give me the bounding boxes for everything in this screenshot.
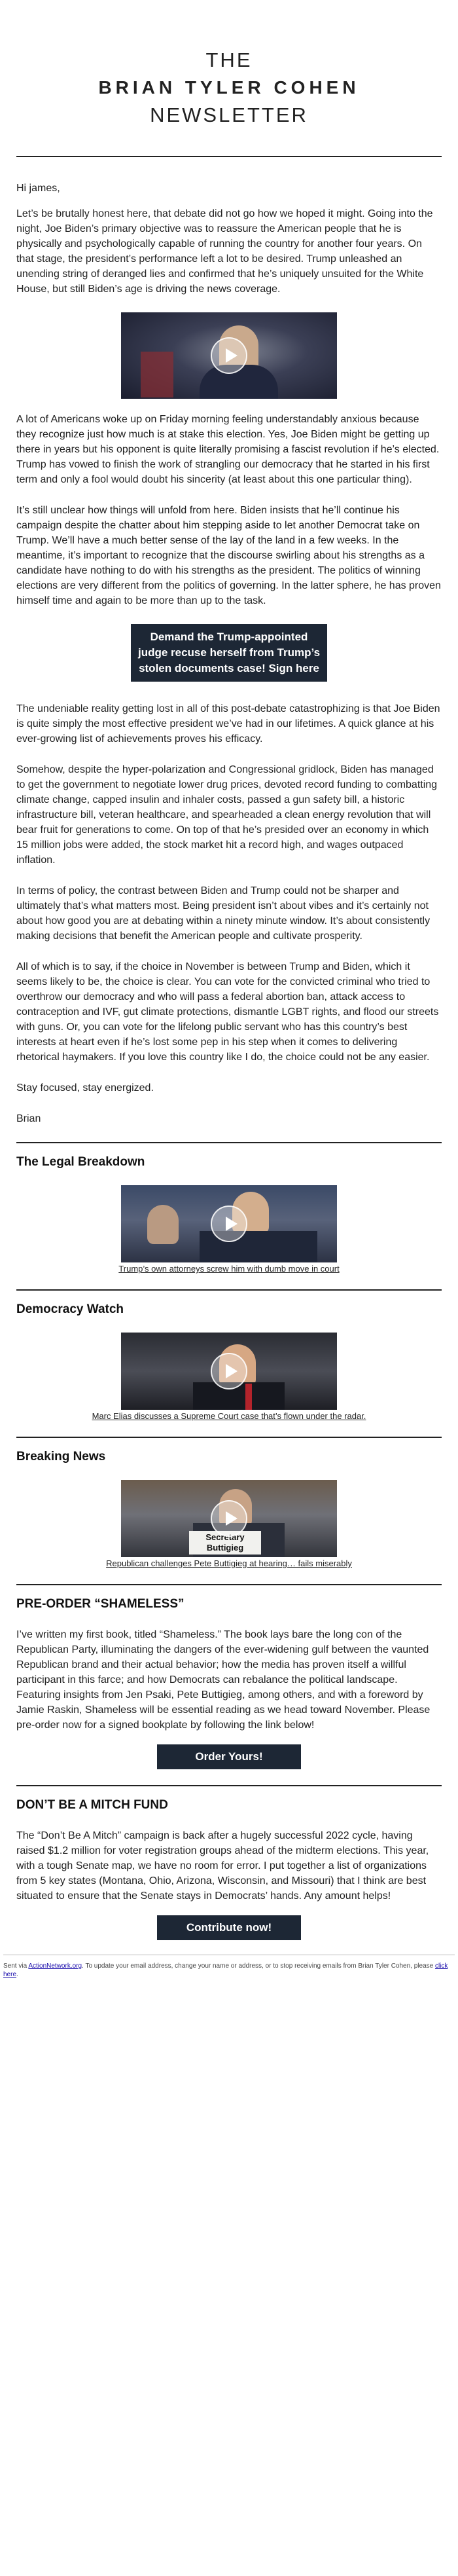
democracy-video-link[interactable]: Marc Elias discusses a Supreme Court case that’s flown under the radar. [92,1411,366,1421]
section-mitch-fund [16,1785,442,1940]
play-icon[interactable] [211,337,247,374]
letter-paragraph-3: It’s still unclear how things will unfold from here. Biden insists that he’ll continue his campaign despite the chatter about him stepping aside to let another Democrat take on Trump. We’ll have a much better sense of the lay of the land in a few weeks. In the meantime, it’s important to recognize that the discourse swirling about his strengths as a candidate have nothing to do with his strengths as the president. The politics of winning elections are very different from the politics of governing. In the latter sphere, he has proven himself time and again to be more than up to the task. [16,505,441,606]
masthead-name: BRIAN TYLER COHEN [98,77,360,98]
section-title-mitch: DON’T BE A MITCH FUND [16,1798,168,1812]
masthead-the: THE [205,48,253,71]
section-breaking-news [16,1437,442,1568]
demand-recusal-button[interactable]: Demand the Trump-appointed judge recuse herself from Trump’s stolen documents case! Sign here [131,624,327,682]
letter-paragraph-1: Let’s be brutally honest here, that debate did not go how we hoped it might. Going into the night, Joe Biden’s primary objective was to reassure the American people that he is physically and psychologically capable of running the country for another four years. On that stage, the president’s performance left a lot to be desired. Trump unleashed an unending string of deranged lies and confirmed that he’s uniquely unsuited for the White House, but still Biden’s age is driving the news coverage. [16,208,433,295]
contribute-button[interactable]: Contribute now! [157,1915,301,1940]
section-democracy-watch [16,1289,442,1421]
letter-paragraph-7: All of which is to say, if the choice in November is between Trump and Biden, which it seems likely to be, the choice is clear. You can vote for the convicted criminal who tried to overthrow our democracy and who will pass a federal abortion ban, attack access to contraception and IVF, gut climate protections, dismantle LGBT rights, and flood our streets with guns. Or, you can vote for the lifelong public servant who has this country’s best interests at heart even if he’s lost some pep in his step when it comes to delivering rhetorical haymakers. If you love this country like I do, the choice could not be any easier. [16,961,439,1063]
footer-text-3: . [16,1971,18,1978]
play-icon[interactable] [211,1353,247,1389]
debate-video-thumbnail[interactable] [121,312,337,399]
actionnetwork-link[interactable]: ActionNetwork.org [28,1962,82,1970]
person-left-shape [147,1205,179,1244]
letter-paragraph-2: A lot of Americans woke up on Friday morning feeling understandably anxious because they recognize just how much is at stake this election. Yes, Joe Biden might be getting up there in years but his opponent is quite literally promising a fascist revolution if he’s elected. Trump has vowed to finish the work of strangling our democracy that he started in his first term and only a fool would doubt his sincerity (at least about this one particular thing). [16,414,440,485]
legal-video-thumbnail[interactable] [121,1185,337,1262]
nameplate: Secretary Buttigieg [189,1531,261,1555]
letter-paragraph-6: In terms of policy, the contrast between Biden and Trump could not be sharper and ultimately that’s what matters most. Being president isn’t about vibes and it’s certainly not about how good you are at debating within a ninety minute window. It’s about consistently making decisions that benefit the American people and cultivate prosperity. [16,885,431,942]
play-icon[interactable] [211,1500,247,1537]
section-title-democracy: Democracy Watch [16,1302,124,1316]
breaking-video-thumbnail[interactable] [121,1480,337,1557]
section-title-preorder: PRE-ORDER “SHAMELESS” [16,1597,185,1611]
section-legal-breakdown [16,1142,442,1274]
preorder-body: I’ve written my first book, titled “Shameless.” The book lays bare the long con of the Republican Party, illuminating the dangers of the ever-widening gulf between the vaunted Republican brand and their actual behavior; how the media has proven itself a willful participant in this farce; and how Democrats can rebalance the political landscape. Featuring insights from Jen Psaki, Pete Buttigieg, among others, and with a foreword by Jamie Raskin, Shameless will be essential reading as we head toward November. Please pre-order now for a signed bookplate by following the link below! [16,1629,431,1731]
tie-shape [245,1384,252,1410]
breaking-video-link[interactable]: Republican challenges Pete Buttigieg at hearing… fails miserably [106,1558,352,1568]
unsubscribe-link[interactable]: click here [3,1962,448,1978]
masthead-newsletter: NEWSLETTER [150,103,308,126]
footer-text-2: . To update your email address, change your name or address, or to stop receiving emails from Brian Tyler Cohen, please [82,1962,435,1970]
order-button[interactable]: Order Yours! [157,1744,301,1769]
legal-video-link[interactable]: Trump’s own attorneys screw him with dumb move in court [118,1264,340,1274]
play-icon[interactable] [211,1205,247,1242]
section-title-legal: The Legal Breakdown [16,1155,145,1169]
section-title-breaking: Breaking News [16,1450,106,1463]
letter-body [16,157,442,1126]
section-preorder [16,1584,442,1769]
email-footer [3,1955,455,1989]
flag-shape [141,352,173,397]
newsletter-masthead [16,0,442,157]
mitch-body: The “Don’t Be A Mitch” campaign is back after a hugely successful 2022 cycle, having raised $1.2 million for voter registration groups ahead of the midterm elections. This year, with a tough Senate map, we have no room for error. I put together a list of organizations from 5 key states (Montana, Ohio, Arizona, Wisconsin, and Missouri) that I think are best situated to ensure that the Senate stays in Democrats’ hands. Any amount helps! [16,1830,429,1902]
signature: Brian [16,1113,41,1124]
letter-paragraph-5: Somehow, despite the hyper-polarization and Congressional gridlock, Biden has managed to get the government to negotiate lower drug prices, devoted record funding to combatting climate change, capped insulin and inhaler costs, passed a gun safety bill, a historic infrastructure bill, veteran healthcare, and spearheaded a clean energy revolution that will bear fruit for generations to come. On top of that he’s presided over an economy in which 15 million jobs were added, the stock market hit a record high, and wages outpaced inflation. [16,764,438,866]
greeting: Hi james, [16,183,60,194]
sign-off: Stay focused, stay energized. [16,1082,154,1094]
letter-paragraph-4: The undeniable reality getting lost in all of this post-debate catastrophizing is that Joe Biden is quite simply the most effective president we’ve had in our lifetimes. A quick glance at his ever-growing list of achievements proves his efficacy. [16,703,440,745]
footer-text-1: Sent via [3,1962,29,1970]
democracy-video-thumbnail[interactable] [121,1333,337,1410]
